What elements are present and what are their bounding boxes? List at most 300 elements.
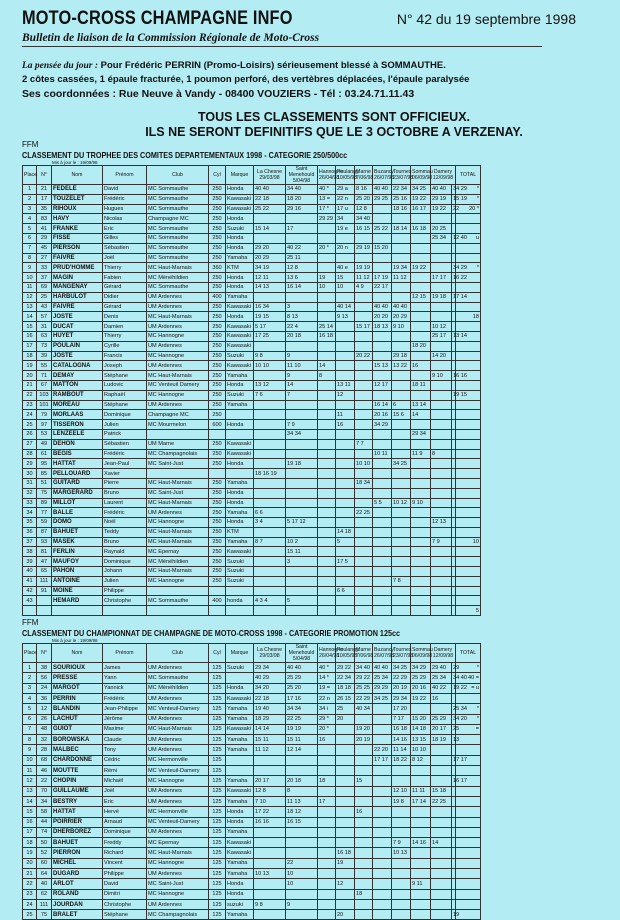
table-cell: FERLIN (52, 547, 103, 557)
table-cell: 250 (209, 508, 226, 518)
table-cell: Honda (226, 498, 254, 508)
table-cell (318, 263, 336, 273)
table-cell: Denis (103, 312, 147, 322)
table-cell (373, 527, 392, 537)
table-cell (318, 537, 336, 547)
table-cell: 125 (209, 910, 226, 920)
table-row (23, 253, 481, 263)
table-cell (254, 214, 286, 224)
column-header: La Chesne 29/03/98 (254, 644, 286, 663)
table-cell (373, 704, 392, 714)
table-cell: 40 * (318, 185, 336, 195)
table-cell (456, 735, 481, 745)
table-cell: Honda (226, 380, 254, 390)
table-cell: 15 17 (355, 322, 373, 332)
table-cell: Eric (103, 796, 147, 806)
table-cell: Suzuki (226, 557, 254, 567)
table-cell (373, 518, 392, 528)
table-cell: 31 (23, 478, 37, 488)
table-row (23, 827, 481, 837)
table-cell (411, 910, 431, 920)
table-cell: Dominique (103, 410, 147, 420)
table-row (23, 214, 481, 224)
table-cell: 125 (209, 786, 226, 796)
table-cell: 3 (286, 557, 318, 567)
table-cell: Johann (103, 567, 147, 577)
table-cell: 25 34 (452, 704, 456, 714)
table-cell: 25 34 (431, 233, 452, 243)
table-cell (392, 292, 411, 302)
table-cell (431, 420, 452, 430)
table-cell (355, 420, 373, 430)
table-cell: 67 (37, 380, 52, 390)
table-cell (431, 869, 452, 879)
table-cell (392, 429, 411, 439)
table-cell: 40 e (336, 263, 355, 273)
table-cell (431, 879, 452, 889)
table-cell: 27 (37, 253, 52, 263)
column-header: Marque (226, 166, 254, 185)
table-cell: 10 (23, 273, 37, 283)
announcement-line-1: TOUS LES CLASSEMENTS SONT OFFICIEUX. (197, 110, 470, 124)
table-cell (411, 547, 431, 557)
table-cell: 14 (23, 312, 37, 322)
table-cell: 14 (318, 361, 336, 371)
table-cell (318, 869, 336, 879)
table-cell (355, 527, 373, 537)
table-cell: 400 (209, 596, 226, 606)
table-cell: 17 16 (286, 693, 318, 703)
table-cell: 20 (23, 858, 37, 868)
table-cell: 6 6 (254, 508, 286, 518)
table-cell: 10 (336, 282, 355, 292)
table-cell: 20 (336, 910, 355, 920)
table-cell: 91 (37, 586, 52, 596)
table-cell: MC Hannogne (147, 518, 209, 528)
table-cell (355, 380, 373, 390)
table-cell: Stéphane (103, 910, 147, 920)
table-cell (254, 498, 286, 508)
table-cell: PRESSE (52, 673, 103, 683)
table-cell (456, 889, 481, 899)
table-cell (318, 786, 336, 796)
table-cell: 5 17 12 (286, 518, 318, 528)
table-cell: 22 25 (355, 508, 373, 518)
table-cell: Yamaha (226, 796, 254, 806)
table-cell (318, 351, 336, 361)
table-cell: BAHUET (52, 527, 103, 537)
table-cell: UM Ardennes (147, 663, 209, 673)
table-cell: 20 16 (373, 410, 392, 420)
table-cell: LENZEELE (52, 429, 103, 439)
table-cell: HEMARD (52, 596, 103, 606)
table-cell: honda (226, 596, 254, 606)
table-cell: 29 29 (373, 683, 392, 693)
table-cell: 13 15 (411, 735, 431, 745)
table-cell (392, 606, 411, 616)
table-cell: Yamaha (226, 292, 254, 302)
table-cell: Stéphane (103, 400, 147, 410)
column-header: Club (147, 166, 209, 185)
table-cell: 25 (37, 292, 52, 302)
table-cell: 29 (452, 663, 456, 673)
table-cell: 22 (453, 205, 460, 212)
table-cell (318, 380, 336, 390)
table-cell: 25 20 (286, 683, 318, 693)
table-cell (431, 439, 452, 449)
table-cell: MC Hannogne (147, 889, 209, 899)
table-cell (318, 302, 336, 312)
table-cell: MC Champagnolais (147, 449, 209, 459)
table-cell (431, 807, 452, 817)
table-cell: 10 (318, 282, 336, 292)
table-cell (456, 224, 481, 234)
table-cell: 125 (209, 838, 226, 848)
table-cell: MC Sommauthe (147, 673, 209, 683)
table-cell: Honda (226, 420, 254, 430)
table-cell (318, 508, 336, 518)
table-cell: 19 18 (431, 292, 452, 302)
column-header: Marque (226, 644, 254, 663)
table-header-row (23, 644, 481, 663)
table-cell: 29 (37, 233, 52, 243)
table-cell: 16 17 (452, 776, 456, 786)
table-cell: MC Venteuil-Damery (147, 817, 209, 827)
table-cell: suzuki (226, 899, 254, 909)
table-cell (355, 838, 373, 848)
table-cell (355, 361, 373, 371)
table-cell (254, 755, 286, 765)
table-cell: 55 (37, 361, 52, 371)
table-cell (431, 858, 452, 868)
table-cell: 250 (209, 322, 226, 332)
table-cell (373, 786, 392, 796)
table-cell (411, 807, 431, 817)
table-cell: 8 (318, 371, 336, 381)
table-row (23, 410, 481, 420)
table-cell: 36 (37, 693, 52, 703)
table-header-row (23, 166, 481, 185)
table-cell: Gérard (103, 282, 147, 292)
table-cell (355, 498, 373, 508)
table-cell (355, 390, 373, 400)
table-row (23, 185, 481, 195)
table-cell: MC Hannogne (147, 351, 209, 361)
table-cell (411, 776, 431, 786)
table-cell: 48 (37, 724, 52, 734)
table-row (23, 807, 481, 817)
table-cell: 11 (23, 282, 37, 292)
table-cell (456, 302, 481, 312)
table-cell: MC Haut-Marnais (147, 312, 209, 322)
table-cell: MICHEL (52, 858, 103, 868)
table-cell: HATTAT (52, 459, 103, 469)
table-cell (392, 557, 411, 567)
table-cell (392, 899, 411, 909)
table-cell: 12 (23, 292, 37, 302)
table-cell: MC Venteuil-Damery (147, 704, 209, 714)
column-header: Sommau 06/09/98 (411, 644, 431, 663)
table-cell: CHARDONNE (52, 755, 103, 765)
table-cell (336, 724, 355, 734)
table-cell: 18 16 19 (254, 469, 286, 479)
table-cell (456, 508, 481, 518)
table-cell: Christophe (103, 899, 147, 909)
table-cell: MANGENAY (52, 282, 103, 292)
table-cell: Yamaha (226, 745, 254, 755)
table-cell: 16 17 (411, 204, 431, 214)
table-cell (318, 858, 336, 868)
table-cell: MC Haut-Marnais (147, 527, 209, 537)
table-cell: DHERBOREZ (52, 827, 103, 837)
table-cell (456, 576, 481, 586)
table-row (23, 488, 481, 498)
table-row (23, 745, 481, 755)
table-cell (355, 576, 373, 586)
table-cell: 22 17 (373, 282, 392, 292)
table-cell (456, 341, 481, 351)
table-cell (355, 331, 373, 341)
table-cell: 10 (23, 755, 37, 765)
table-cell: Dominique (103, 827, 147, 837)
table-cell (254, 410, 286, 420)
table-cell (373, 233, 392, 243)
table-cell: BEGIS (52, 449, 103, 459)
table-cell: 5 (456, 606, 481, 616)
table-cell: 250 (209, 273, 226, 283)
table-cell: 8 13 (286, 312, 318, 322)
table-cell: 53 (37, 429, 52, 439)
table-cell: 26 (23, 429, 37, 439)
table-cell (355, 518, 373, 528)
table-cell (431, 253, 452, 263)
table-cell (355, 766, 373, 776)
table-cell (318, 879, 336, 889)
table-cell (286, 889, 318, 899)
table-cell: UM Ardennes (147, 302, 209, 312)
table-cell: 250 (209, 371, 226, 381)
table-cell (336, 478, 355, 488)
table-cell: 103 (37, 390, 52, 400)
table-cell: Vincent (103, 858, 147, 868)
table-cell: 28 (23, 449, 37, 459)
table-cell: 17 25 (254, 331, 286, 341)
table-cell: 12 (37, 704, 52, 714)
column-header: Cyl (209, 644, 226, 663)
table-row (23, 390, 481, 400)
table-cell: 40 * (318, 663, 336, 673)
table-cell (147, 429, 209, 439)
table-cell (254, 459, 286, 469)
table-cell (373, 537, 392, 547)
table-cell: 20 16 (411, 683, 431, 693)
table-cell (431, 527, 452, 537)
table-cell (411, 848, 431, 858)
table-cell: Yamaha (226, 371, 254, 381)
table-cell (336, 567, 355, 577)
table-cell (411, 273, 431, 283)
table-cell (456, 586, 481, 596)
table-cell: 8 (23, 253, 37, 263)
table-cell (355, 469, 373, 479)
table-cell: Patrick (103, 429, 147, 439)
table-cell: 15 (355, 776, 373, 786)
table-cell (373, 869, 392, 879)
table-cell (318, 459, 336, 469)
table-cell (318, 586, 336, 596)
table-cell: MC Saint-Just (147, 459, 209, 469)
table-cell: MC Hermonville (147, 807, 209, 817)
table-cell: 18 16 (392, 204, 411, 214)
table-cell: 12 8 (254, 786, 286, 796)
table-cell (373, 766, 392, 776)
table-cell (336, 233, 355, 243)
table-cell: 19 22 (411, 693, 431, 703)
table-cell: DOMO (52, 518, 103, 528)
table-cell: 20 18 (286, 331, 318, 341)
table-cell: MC Ménéhildien (147, 557, 209, 567)
table-cell (286, 766, 318, 776)
table-cell: Honda (226, 879, 254, 889)
table-cell: 14 16 (411, 838, 431, 848)
table-cell: 250 (209, 214, 226, 224)
pensee-du-jour (22, 59, 606, 86)
table-cell: 81 (37, 547, 52, 557)
table-cell: 29 16 (286, 204, 318, 214)
table-cell: 18 (23, 838, 37, 848)
table-cell (411, 817, 431, 827)
table-cell (209, 469, 226, 479)
table-cell: 40 40 (373, 185, 392, 195)
table-cell: 24 (23, 410, 37, 420)
pensee-coordinates: Ses coordonnées : Rue Neuve à Vandy - 08400 VOUZIERS - Tél : 03.24.71.11.43 (22, 88, 415, 100)
table-cell: 7 10 (254, 796, 286, 806)
table-cell (456, 361, 481, 371)
table-cell (373, 714, 392, 724)
table-cell: 250 (209, 410, 226, 420)
table-cell: 12 14 (286, 745, 318, 755)
table-cell: MC Sommauthe (147, 596, 209, 606)
table-cell: MC Haut-Marnais (147, 537, 209, 547)
table-cell: Frédéric (103, 449, 147, 459)
table-cell: 250 (209, 439, 226, 449)
table-cell: 19 8 (392, 796, 411, 806)
table-cell: LACHUT (52, 714, 103, 724)
table-cell (254, 838, 286, 848)
table-cell (431, 766, 452, 776)
table-cell: ROLAND (52, 889, 103, 899)
table-cell: 16 (411, 361, 431, 371)
table-cell: 74 (37, 827, 52, 837)
table-cell: Honda (226, 488, 254, 498)
table-cell: 25 29 (286, 673, 318, 683)
table-cell (456, 488, 481, 498)
table-cell: 250 (209, 459, 226, 469)
table-cell (318, 400, 336, 410)
table-cell: 6 (392, 400, 411, 410)
table-cell: MORLAAS (52, 410, 103, 420)
table-cell: 20 n (336, 243, 355, 253)
table-cell: Damien (103, 322, 147, 332)
table-cell (431, 704, 452, 714)
table-cell (336, 331, 355, 341)
table-cell: 9 8 (254, 899, 286, 909)
table-cell: GUILLAUME (52, 786, 103, 796)
table-cell (336, 361, 355, 371)
table-cell: Cédric (103, 755, 147, 765)
table-cell (431, 889, 452, 899)
table-cell (392, 341, 411, 351)
table-cell: 4 (23, 693, 37, 703)
table-cell: 16 (355, 807, 373, 817)
table-cell (431, 390, 452, 400)
table-cell: Yamaha (226, 400, 254, 410)
table-row (23, 910, 481, 920)
column-header: Nom (52, 166, 103, 185)
table-cell: PIERRON (52, 848, 103, 858)
table-row (23, 371, 481, 381)
table-cell (392, 879, 411, 889)
table-cell (254, 889, 286, 899)
table-cell: 250 (209, 243, 226, 253)
table-cell: 22 25 (286, 714, 318, 724)
table-cell: 22 n (318, 693, 336, 703)
column-header: Cyl (209, 166, 226, 185)
table-cell (431, 341, 452, 351)
table-cell: BESTRY (52, 796, 103, 806)
table-cell: 69 (37, 282, 52, 292)
table-cell (318, 312, 336, 322)
table-cell (456, 459, 481, 469)
table-cell (318, 766, 336, 776)
table-cell: 125 (209, 848, 226, 858)
table-cell (318, 439, 336, 449)
table-cell: Dimitri (103, 889, 147, 899)
table-cell (392, 371, 411, 381)
table-cell: UM Ardennes (147, 899, 209, 909)
table-cell: Yamaha (226, 869, 254, 879)
table-cell (373, 889, 392, 899)
table-cell (411, 302, 431, 312)
table-cell (318, 899, 336, 909)
table-cell: UM Ardennes (147, 341, 209, 351)
table-cell: 15 20 (411, 714, 431, 724)
table-cell: Stéphane (103, 371, 147, 381)
table-cell: 111 (37, 899, 52, 909)
table-cell: 13 22 (392, 361, 411, 371)
table-cell (456, 766, 481, 776)
column-header: Hannogne 26/04/98 (318, 166, 336, 185)
table-cell: Nicolas (103, 214, 147, 224)
table-cell: 20 18 (286, 776, 318, 786)
table-cell: 15 (23, 807, 37, 817)
table-cell (373, 371, 392, 381)
table-cell: 250 (209, 557, 226, 567)
table-cell (254, 400, 286, 410)
table-cell (431, 400, 452, 410)
table-cell (286, 449, 318, 459)
table-cell (392, 527, 411, 537)
table-cell: 13 (23, 786, 37, 796)
table-cell: 17 * (318, 204, 336, 214)
table-cell (431, 243, 452, 253)
table-cell: 34 20 (254, 683, 286, 693)
table-cell: Teddy (103, 527, 147, 537)
table-cell: 2 (23, 673, 37, 683)
table-cell: 3 (286, 302, 318, 312)
table-cell (336, 755, 355, 765)
table-cell: 10 (456, 537, 481, 547)
